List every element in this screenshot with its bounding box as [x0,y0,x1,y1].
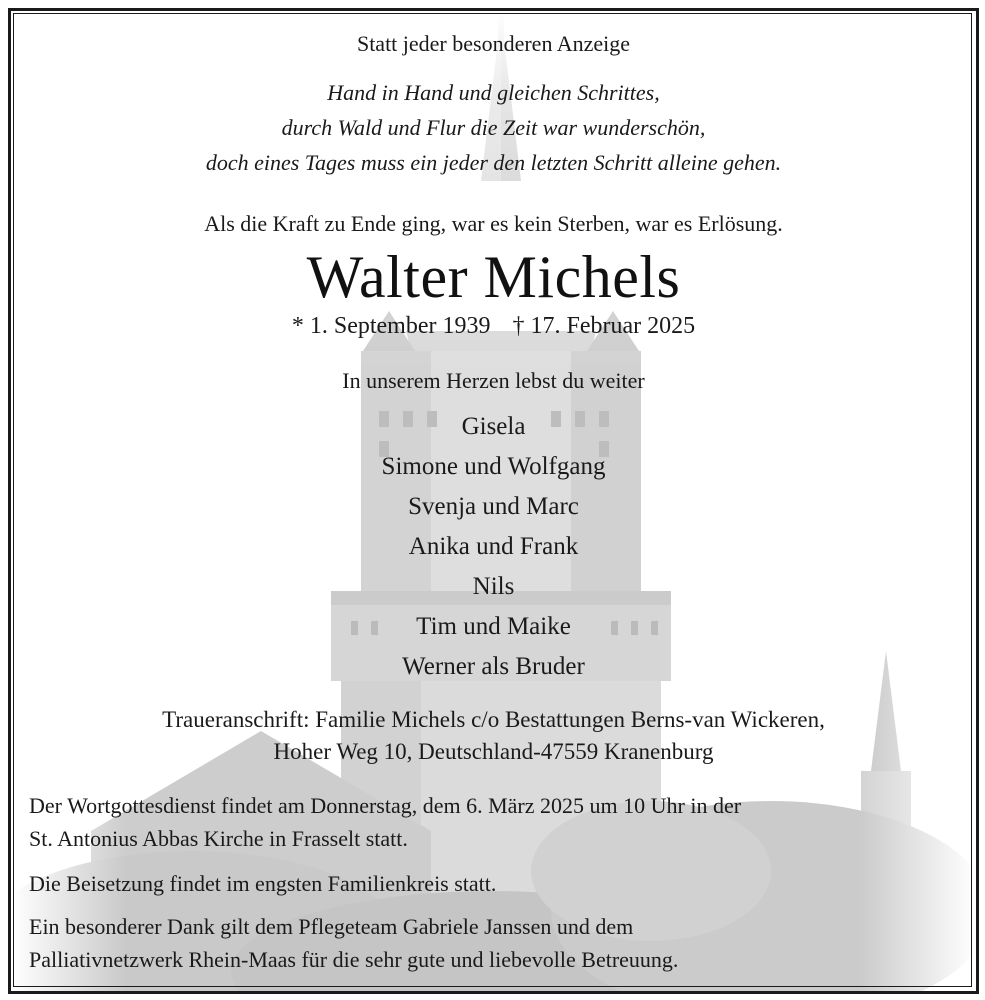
service-info: Der Wortgottesdienst findet am Donnerstag, dem 6. März 2025 um 10 Uhr in der [29,793,742,818]
family-member: Nils [472,573,515,600]
motto: In unserem Herzen lebst du weiter [342,368,645,393]
family-member: Gisela [461,413,526,440]
birth-date: * 1. September 1939 [291,313,491,339]
family-member: Tim und Maike [416,613,571,640]
deceased-name: Walter Michels [306,244,681,310]
obituary-notice [8,8,979,994]
poem-line: doch eines Tages muss ein jeder den letzten Schritt alleine gehen. [205,150,782,175]
burial-info: Die Beisetzung findet im engsten Familienkreis statt. [29,871,497,896]
poem-line: Hand in Hand und gleichen Schrittes, [327,80,660,105]
thanks-text: Ein besonderer Dank gilt dem Pflegeteam Gabriele Janssen und dem [29,914,634,939]
thanks-text: Palliativnetzwerk Rhein-Maas für die sehr gute und liebevolle Betreuung. [29,947,679,972]
intro-line: Als die Kraft zu Ende ging, war es kein Sterben, war es Erlösung. [204,211,783,236]
family-member: Anika und Frank [408,533,579,560]
notice-header: Statt jeder besonderen Anzeige [356,31,631,56]
family-member: Werner als Bruder [402,653,585,680]
poem-line: durch Wald und Flur die Zeit war wunderschön, [281,115,706,140]
family-member: Svenja und Marc [408,493,579,520]
service-info: St. Antonius Abbas Kirche in Frasselt statt. [29,826,408,851]
mourning-address: Hoher Weg 10, Deutschland-47559 Kranenburg [273,739,714,764]
family-member: Simone und Wolfgang [381,453,606,480]
death-date: † 17. Februar 2025 [512,313,696,339]
life-dates [11,313,976,340]
mourning-address: Traueranschrift: Familie Michels c/o Bestattungen Berns-van Wickeren, [162,707,825,732]
